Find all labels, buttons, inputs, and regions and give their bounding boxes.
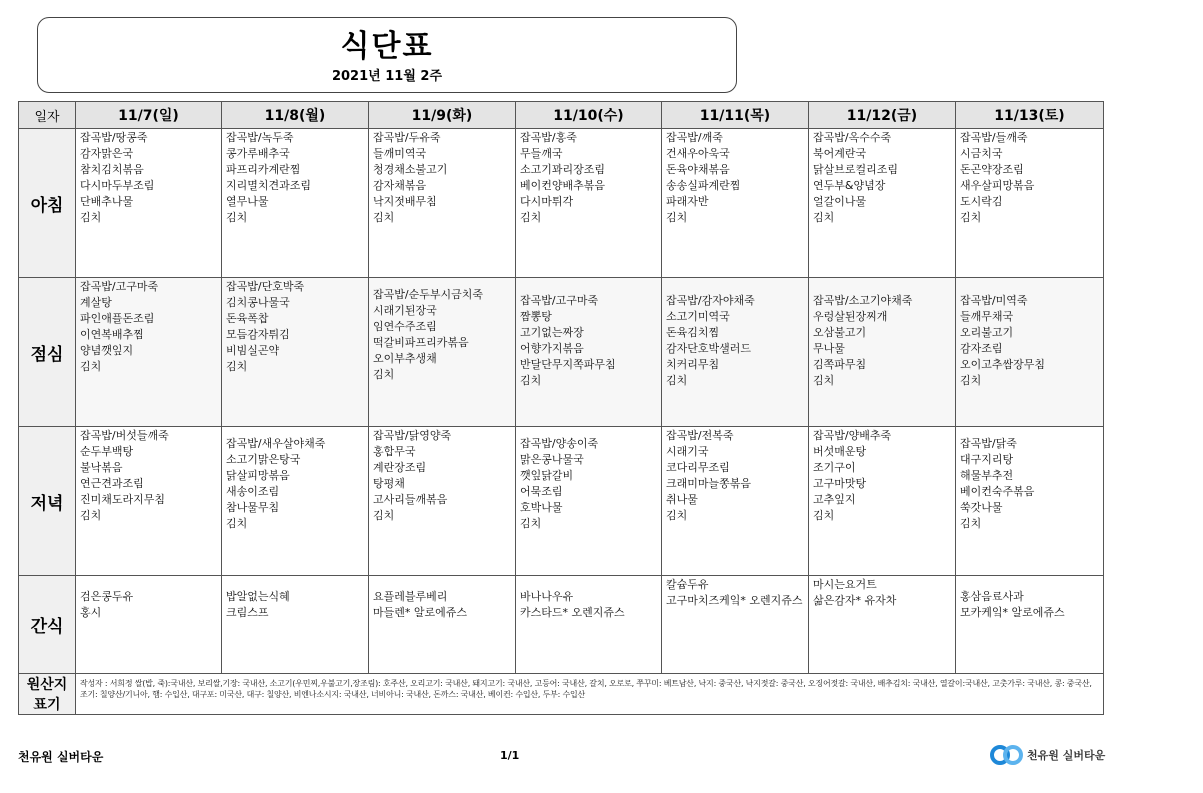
menu-item: 닭살브로컬리조림 [813, 163, 899, 176]
menu-cell [662, 576, 809, 674]
menu-item: 김치 [80, 211, 102, 224]
day-header: 11/8(월) [222, 102, 369, 129]
menu-item: 김치 [373, 368, 395, 381]
menu-item: 잡곡밥/전복죽 [666, 429, 734, 442]
menu-item: 어향가지볶음 [520, 342, 584, 355]
menu-item: 크림스프 [226, 606, 269, 619]
menu-item: 홍시 [80, 606, 102, 619]
menu-cell [369, 576, 516, 674]
menu-item: 잡곡밥/녹두죽 [226, 131, 294, 144]
menu-item: 바나나우유 [520, 590, 574, 603]
menu-item: 잡곡밥/새우살야채죽 [226, 437, 326, 450]
menu-item: 잡곡밥/소고기야채죽 [813, 294, 913, 307]
menu-item: 김치 [666, 509, 688, 522]
menu-item: 칼슘두유 [666, 578, 709, 591]
menu-item: 카스타드* 오렌지쥬스 [520, 606, 625, 619]
menu-item: 시래기국 [666, 445, 709, 458]
menu-item: 취나물 [666, 493, 698, 506]
origin-row [19, 674, 1104, 715]
menu-item: 호박나물 [520, 501, 563, 514]
menu-item: 들깨미역국 [373, 147, 427, 160]
menu-item: 오이고추쌈장무침 [960, 358, 1046, 371]
page-subtitle: 2021년 11월 2주 [331, 69, 443, 84]
menu-item: 탕평채 [373, 477, 405, 490]
menu-item: 잡곡밥/땅콩죽 [80, 131, 148, 144]
menu-item: 해물부추전 [960, 469, 1014, 482]
menu-item: 김치 [960, 374, 982, 387]
menu-item: 김치 [80, 360, 102, 373]
menu-item: 김치 [226, 360, 248, 373]
menu-item: 연두부&양념장 [813, 179, 886, 192]
menu-item: 양념깻잎지 [80, 344, 134, 357]
menu-item: 다시마튀각 [520, 195, 574, 208]
menu-item: 돈육야채볶음 [666, 163, 730, 176]
menu-cell [76, 427, 222, 576]
menu-item: 김치 [960, 211, 982, 224]
menu-cell [516, 427, 662, 576]
menu-cell [662, 278, 809, 427]
meal-row [19, 427, 1104, 576]
menu-item: 김치 [666, 211, 688, 224]
menu-item: 잡곡밥/홍죽 [520, 131, 577, 144]
day-header: 11/12(금) [809, 102, 956, 129]
menu-cell [222, 427, 369, 576]
menu-cell [956, 278, 1104, 427]
menu-item: 김치 [813, 374, 835, 387]
meal-label: 점심 [19, 278, 76, 427]
menu-item: 잡곡밥/양배추죽 [813, 429, 892, 442]
menu-item: 김치 [520, 374, 542, 387]
menu-item: 마들렌* 알로에쥬스 [373, 606, 468, 619]
menu-item: 계살탕 [80, 296, 112, 309]
page-number: 1/1 [500, 749, 520, 762]
menu-item: 무들깨국 [520, 147, 563, 160]
menu-item: 열무나물 [226, 195, 269, 208]
origin-text: 작성자 : 서희정 쌀(밥, 죽):국내산, 보리쌀,기장: 국내산, 소고기(우민찌,우불고기,장조림): 호주산, 오리고기: 국내산, 돼지고기: 국내산, 고등어: 국내산, 갈치, 오로로, 쭈꾸미: 베트남산, 낙지: 중국산, 낙지젓갈: 중국산, 오징어젓갈: 국내산, 배추김치: 국내산, 열갈이:국내산, 고춧가루: 국내산, 콩: 중국산, 조기: 칠양산/기니아, 햄: 수입산, 대구포: 미국산, 대구: 칠양산, 비엔나소시지: 국내산, 너비아니: 국내산, 돈까스: 국내산, 베이컨: 수입산, 두부: 수입산 [76, 674, 1104, 715]
menu-item: 낙지젓배무침 [373, 195, 437, 208]
menu-item: 잡곡밥/고구마죽 [80, 280, 159, 293]
menu-item: 반달단무지쪽파무침 [520, 358, 616, 371]
menu-cell [222, 278, 369, 427]
menu-item: 도시락김 [960, 195, 1003, 208]
menu-item: 깻잎닭갈비 [520, 469, 574, 482]
corner-label: 일자 [19, 102, 76, 129]
menu-item: 조기구이 [813, 461, 856, 474]
menu-item: 건새우아욱국 [666, 147, 730, 160]
menu-item: 잡곡밥/단호박죽 [226, 280, 305, 293]
menu-item: 잡곡밥/고구마죽 [520, 294, 599, 307]
menu-item: 버섯매운탕 [813, 445, 867, 458]
menu-cell [956, 576, 1104, 674]
menu-item: 감자조림 [960, 342, 1003, 355]
menu-cell [369, 129, 516, 278]
page-title: 식단표 [340, 29, 434, 64]
menu-item: 코다리무조림 [666, 461, 730, 474]
menu-item: 우렁살된장찌개 [813, 310, 888, 323]
menu-item: 잡곡밥/깨죽 [666, 131, 723, 144]
menu-cell [516, 278, 662, 427]
menu-item: 계란장조림 [373, 461, 427, 474]
menu-item: 돈육김치찜 [666, 326, 720, 339]
menu-item: 잡곡밥/닭영양죽 [373, 429, 452, 442]
menu-item: 베이컨숙주볶음 [960, 485, 1035, 498]
menu-item: 청경채소불고기 [373, 163, 448, 176]
menu-cell [369, 278, 516, 427]
day-header: 11/9(화) [369, 102, 516, 129]
menu-item: 이연복배추찜 [80, 328, 144, 341]
menu-item: 소고기맑은탕국 [226, 453, 301, 466]
menu-item: 참치김치볶음 [80, 163, 144, 176]
header-row [19, 102, 1104, 129]
menu-item: 고구마치즈케잌* 오렌지쥬스 [666, 594, 803, 607]
menu-item: 김치 [813, 211, 835, 224]
menu-item: 베이컨양배추볶음 [520, 179, 606, 192]
menu-item: 마시는요거트 [813, 578, 877, 591]
menu-item: 김치 [373, 509, 395, 522]
menu-item: 비빔실곤약 [226, 344, 280, 357]
menu-item: 맑은콩나물국 [520, 453, 584, 466]
day-header: 11/10(수) [516, 102, 662, 129]
menu-item: 콩가루배추국 [226, 147, 290, 160]
menu-item: 잡곡밥/버섯들깨죽 [80, 429, 169, 442]
menu-item: 진미채도라지무침 [80, 493, 166, 506]
menu-item: 잡곡밥/닭죽 [960, 437, 1017, 450]
menu-item: 떡갈비파프리카볶음 [373, 336, 469, 349]
menu-item: 잡곡밥/옥수수죽 [813, 131, 892, 144]
menu-item: 고기없는짜장 [520, 326, 584, 339]
menu-item: 북어계란국 [813, 147, 867, 160]
menu-cell [662, 427, 809, 576]
menu-cell [956, 427, 1104, 576]
meal-row [19, 576, 1104, 674]
footer-org-name: 천유원 실버타운 [18, 750, 104, 764]
menu-item: 잡곡밥/순두부시금치죽 [373, 288, 483, 301]
title-box [37, 17, 737, 93]
menu-item: 고사리들깨볶음 [373, 493, 448, 506]
footer-logo [990, 744, 1105, 766]
menu-item: 홍합무국 [373, 445, 416, 458]
menu-table [18, 101, 1104, 715]
menu-item: 검은콩두유 [80, 590, 134, 603]
menu-cell [809, 427, 956, 576]
menu-item: 김치 [373, 211, 395, 224]
menu-cell [516, 576, 662, 674]
menu-cell [809, 576, 956, 674]
menu-cell [76, 576, 222, 674]
menu-item: 김치 [813, 509, 835, 522]
menu-item: 임연수주조림 [373, 320, 437, 333]
day-header: 11/7(일) [76, 102, 222, 129]
menu-item: 김치콩나물국 [226, 296, 290, 309]
menu-item: 고구마맛탕 [813, 477, 867, 490]
menu-item: 김치 [520, 517, 542, 530]
menu-cell [809, 278, 956, 427]
menu-item: 김쪽파무침 [813, 358, 867, 371]
menu-item: 감자단호박샐러드 [666, 342, 752, 355]
menu-item: 잡곡밥/들깨죽 [960, 131, 1028, 144]
menu-cell [516, 129, 662, 278]
menu-cell [956, 129, 1104, 278]
menu-item: 고추잎지 [813, 493, 856, 506]
menu-item: 새송이조림 [226, 485, 280, 498]
menu-cell [222, 576, 369, 674]
menu-item: 무나물 [813, 342, 845, 355]
menu-item: 순두부백탕 [80, 445, 134, 458]
menu-cell [662, 129, 809, 278]
menu-item: 시래기된장국 [373, 304, 437, 317]
meal-row [19, 278, 1104, 427]
meal-label: 간식 [19, 576, 76, 674]
day-header: 11/11(목) [662, 102, 809, 129]
menu-item: 치커리무침 [666, 358, 720, 371]
menu-item: 밥알없는식혜 [226, 590, 290, 603]
day-header: 11/13(토) [956, 102, 1104, 129]
menu-item: 다시마두부조림 [80, 179, 155, 192]
menu-item: 홍삼음료사과 [960, 590, 1024, 603]
menu-item: 연근견과조림 [80, 477, 144, 490]
menu-item: 잡곡밥/미역죽 [960, 294, 1028, 307]
menu-item: 오삼불고기 [813, 326, 867, 339]
menu-item: 파인애플돈조림 [80, 312, 155, 325]
menu-item: 어묵조림 [520, 485, 563, 498]
menu-item: 파래자반 [666, 195, 709, 208]
menu-item: 돈육폭찹 [226, 312, 269, 325]
menu-item: 소고기꽈리장조림 [520, 163, 606, 176]
menu-item: 김치 [520, 211, 542, 224]
menu-item: 삶은감자* 유자차 [813, 594, 897, 607]
menu-item: 시금치국 [960, 147, 1003, 160]
menu-item: 단배추나물 [80, 195, 134, 208]
menu-item: 김치 [226, 517, 248, 530]
menu-item: 짬뽕탕 [520, 310, 552, 323]
menu-item: 오이부추생채 [373, 352, 437, 365]
menu-item: 불낙볶음 [80, 461, 123, 474]
menu-cell [222, 129, 369, 278]
meal-row [19, 129, 1104, 278]
menu-item: 새우살피망볶음 [960, 179, 1035, 192]
infinity-icon [990, 744, 1024, 766]
logo-text: 천유원 실버타운 [1027, 749, 1106, 762]
menu-item: 소고기미역국 [666, 310, 730, 323]
meal-label: 저녁 [19, 427, 76, 576]
menu-item: 감자맑은국 [80, 147, 134, 160]
menu-cell [369, 427, 516, 576]
meal-label: 아침 [19, 129, 76, 278]
origin-label: 원산지 표기 [19, 674, 76, 715]
menu-item: 김치 [226, 211, 248, 224]
menu-item: 지리멸치견과조림 [226, 179, 312, 192]
menu-cell [809, 129, 956, 278]
menu-item: 쑥갓나물 [960, 501, 1003, 514]
menu-item: 돈곤약장조림 [960, 163, 1024, 176]
menu-item: 크래미마늘쫑볶음 [666, 477, 752, 490]
menu-item: 김치 [80, 509, 102, 522]
menu-item: 잡곡밥/양송이죽 [520, 437, 599, 450]
menu-item: 참나물무침 [226, 501, 280, 514]
menu-item: 잡곡밥/감자야채죽 [666, 294, 755, 307]
menu-item: 얼갈이나물 [813, 195, 867, 208]
menu-item: 감자채볶음 [373, 179, 427, 192]
menu-item: 오리불고기 [960, 326, 1014, 339]
menu-item: 모듬감자튀김 [226, 328, 290, 341]
menu-cell [76, 278, 222, 427]
menu-item: 파프리카계란찜 [226, 163, 301, 176]
menu-item: 김치 [960, 517, 982, 530]
menu-item: 모카케잌* 알로에쥬스 [960, 606, 1065, 619]
menu-item: 요플레블루베리 [373, 590, 448, 603]
menu-item: 대구지리탕 [960, 453, 1014, 466]
menu-item: 김치 [666, 374, 688, 387]
menu-item: 들깨무채국 [960, 310, 1014, 323]
menu-cell [76, 129, 222, 278]
menu-item: 잡곡밥/두유죽 [373, 131, 441, 144]
menu-item: 송송실파계란찜 [666, 179, 741, 192]
menu-item: 닭살피망볶음 [226, 469, 290, 482]
